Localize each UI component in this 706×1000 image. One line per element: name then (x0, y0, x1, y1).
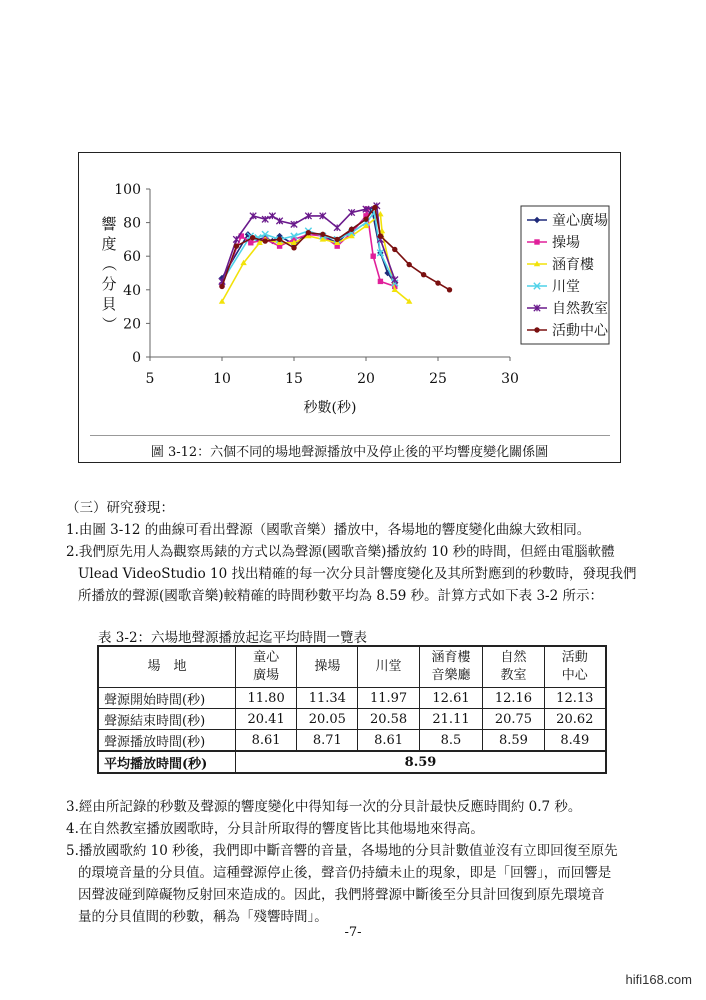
data-point (534, 239, 539, 244)
data-point (250, 235, 255, 240)
series-line (222, 209, 395, 286)
x-tick-label: 10 (213, 371, 231, 387)
table-cell: 21.11 (419, 709, 483, 730)
data-point (392, 247, 397, 252)
x-tick-label: 15 (285, 371, 303, 387)
data-point (219, 284, 224, 289)
figure-frame (78, 152, 621, 463)
finding-3: 3.經由所記錄的秒數及聲源的響度變化中得知每一次的分貝計最快反應時間約 0.7 秒。 (66, 799, 582, 815)
data-point (269, 213, 275, 219)
y-tick-label: 0 (132, 350, 141, 366)
y-axis-title-char: 響 (101, 215, 117, 233)
data-point (447, 287, 452, 292)
data-point (248, 240, 253, 245)
table-cell: 11.34 (297, 688, 358, 709)
legend-entry: 川堂 (552, 279, 580, 295)
row-label: 聲源開始時間(秒) (98, 688, 236, 709)
table-row (98, 709, 606, 730)
table-header-cell: 童心 廣場 (236, 646, 297, 688)
table-cell: 11.80 (236, 688, 297, 709)
data-point (306, 230, 311, 235)
y-tick-label: 60 (123, 249, 141, 266)
data-point (335, 237, 340, 242)
legend-entry: 活動中心 (552, 323, 608, 339)
table-cell: 20.05 (297, 709, 358, 730)
y-axis-title-char: 分 (101, 275, 117, 293)
finding-5-line-1: 5.播放國歌約 10 秒後，我們即中斷音響的音量，各場地的分貝計數值並沒有立即回復至原先 (66, 843, 618, 859)
table-header-cell: 涵育樓 音樂廳 (419, 646, 483, 688)
finding-5-line-3: 因聲波碰到障礙物反射回來造成的。因此，我們將聲源中斷後至分貝計回復到原先環境音 (78, 887, 605, 903)
table-cell: 12.61 (419, 688, 483, 709)
watermark: hifi168.com (625, 972, 692, 987)
table-header-cell: 自然 教室 (483, 646, 544, 688)
legend-entry: 涵育樓 (552, 257, 594, 273)
table-average-row (98, 751, 606, 773)
paragraph-1: 1.由圖 3-12 的曲線可看出聲源（國歌音樂）播放中，各場地的響度變化曲線大致相同。 (66, 522, 591, 538)
chart-legend (521, 206, 609, 344)
table-header-cell: 操場 (297, 646, 358, 688)
y-axis-title-char: ） (100, 316, 118, 332)
y-tick-label: 80 (123, 215, 141, 232)
chart-plot-area (219, 203, 452, 304)
table-cell: 20.62 (544, 709, 606, 730)
table-cell: 20.41 (236, 709, 297, 730)
row-label: 聲源結束時間(秒) (98, 709, 236, 730)
data-point (349, 227, 354, 232)
figure-caption: 圖 3-12：六個不同的場地聲源播放中及停止後的平均響度變化關係圖 (90, 435, 610, 460)
legend-entry: 童心廣場 (552, 213, 608, 229)
table-row (98, 688, 606, 709)
row-label: 聲源播放時間(秒) (98, 730, 236, 752)
y-axis-title-char: （ (100, 256, 118, 272)
table-header-cell: 川堂 (358, 646, 419, 688)
line-chart (79, 153, 619, 433)
data-point (534, 327, 539, 332)
paragraph-2-line-2: Ulead VideoStudio 10 找出精確的每一次分貝計響度變化及其所對應到的秒數時，發現我們 (78, 566, 637, 582)
x-tick-label: 20 (357, 371, 375, 387)
data-point (378, 233, 383, 238)
average-value: 8.59 (236, 751, 607, 773)
table-cell: 12.16 (483, 688, 544, 709)
x-tick-label: 30 (501, 371, 519, 387)
finding-5-line-4: 量的分貝值間的秒數，稱為「殘響時間」。 (78, 909, 328, 925)
data-point (372, 205, 377, 210)
table-cell: 8.61 (358, 730, 419, 752)
findings-list (66, 796, 656, 928)
finding-5-line-2: 的環境音量的分貝值。這種聲源停止後，聲音仍持續未止的現象，即是「回響」，而回響是 (78, 865, 612, 881)
data-point (320, 232, 325, 237)
x-tick-label: 5 (145, 371, 155, 387)
table-row (98, 730, 606, 752)
y-tick-label: 100 (114, 182, 141, 198)
data-point (263, 238, 268, 243)
y-tick-label: 20 (123, 316, 141, 333)
x-axis-title: 秒數(秒) (303, 400, 357, 416)
legend-entry: 自然教室 (552, 301, 608, 317)
y-axis-title-char: 度 (101, 235, 117, 253)
table-cell: 8.59 (483, 730, 544, 752)
data-point (421, 272, 426, 277)
table-header-cell: 活動 中心 (544, 646, 606, 688)
data-point (291, 245, 296, 250)
paragraph-2-line-1: 2.我們原先用人為觀察馬錶的方式以為聲源(國歌音樂)播放約 10 秒的時間，但經由電腦軟體 (66, 544, 615, 560)
data-point (435, 280, 440, 285)
data-point (407, 262, 412, 267)
table-cell: 20.58 (358, 709, 419, 730)
table-cell: 12.13 (544, 688, 606, 709)
section-heading: （三）研究發現： (66, 500, 174, 516)
x-tick-label: 25 (429, 371, 447, 387)
data-point (363, 217, 368, 222)
table-corner-cell: 場 地 (98, 646, 236, 688)
data-point (334, 224, 340, 230)
table-cell: 11.97 (358, 688, 419, 709)
series-line (222, 214, 409, 301)
table-title: 表 3-2：六場地聲源播放起迄平均時間一覽表 (98, 630, 368, 646)
findings-intro (66, 497, 646, 607)
table-cell: 20.75 (483, 709, 544, 730)
figure-caption-wrap (79, 435, 620, 460)
table-cell: 8.5 (419, 730, 483, 752)
table-cell: 8.71 (297, 730, 358, 752)
data-point (234, 243, 239, 248)
table-header-row (98, 646, 606, 688)
data-point (233, 236, 239, 242)
data-point (378, 279, 383, 284)
paragraph-2-line-3: 所播放的聲源(國歌音樂)較精確的時間秒數平均為 8.59 秒。計算方式如下表 3-2 所示： (78, 588, 603, 604)
page-number: -7- (344, 925, 362, 940)
finding-4: 4.在自然教室播放國歌時，分貝計所取得的響度皆比其他場地來得高。 (66, 821, 484, 837)
legend-entry: 操場 (552, 235, 580, 251)
data-point (277, 237, 282, 242)
average-label: 平均播放時間(秒) (98, 751, 236, 773)
timing-table (97, 645, 607, 774)
data-point (371, 254, 376, 259)
table-cell: 8.49 (544, 730, 606, 752)
table-cell: 8.61 (236, 730, 297, 752)
y-axis-title-char: 貝 (101, 295, 117, 313)
y-tick-label: 40 (123, 282, 141, 299)
